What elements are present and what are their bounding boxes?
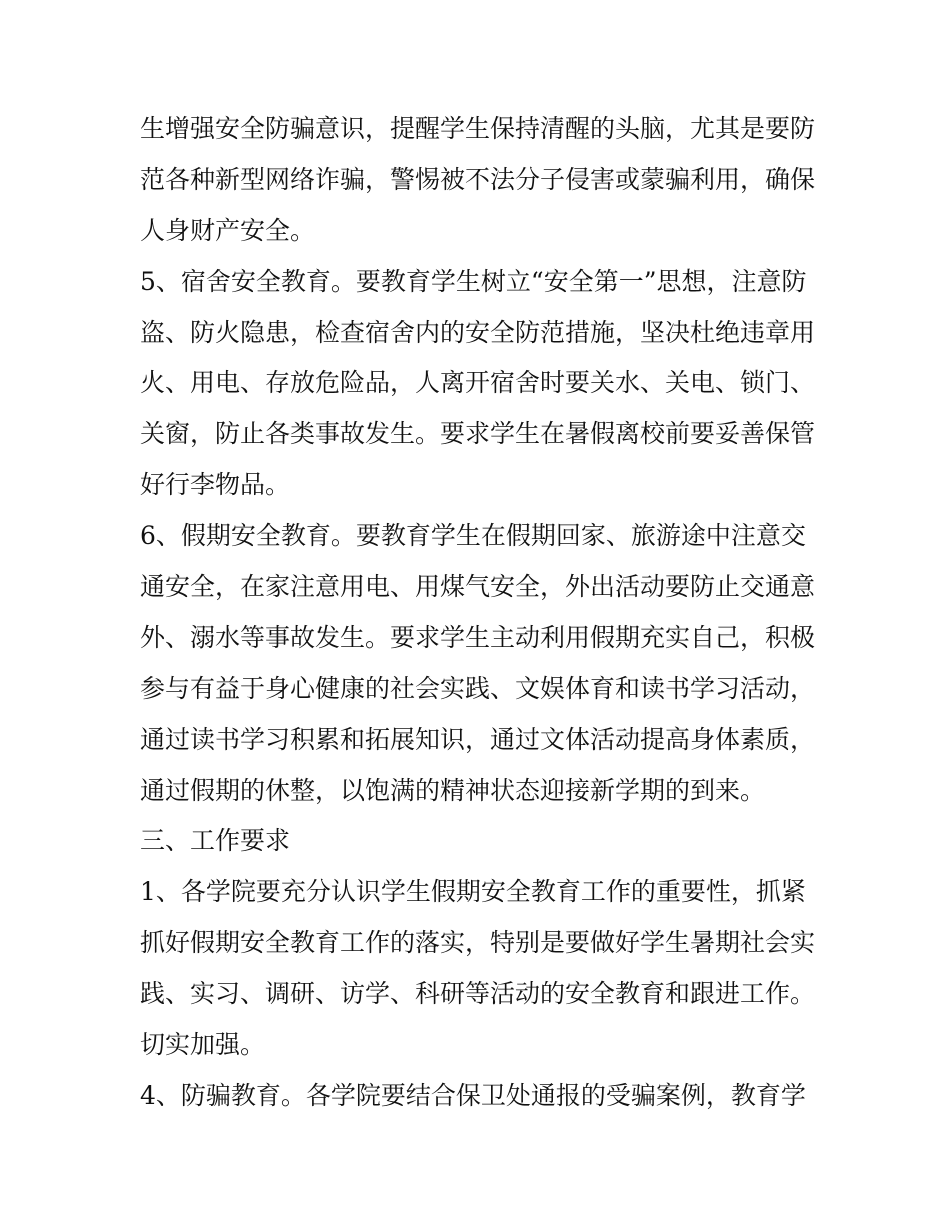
paragraph-line: 盗、防火隐患，检查宿舍内的安全防范措施，坚决杜绝违章用 [140, 317, 816, 347]
document-body [140, 104, 820, 1122]
paragraph-line: 生增强安全防骗意识，提醒学生保持清醒的头脑，尤其是要防 [140, 114, 816, 143]
paragraph-line: 人身财产安全。 [140, 215, 316, 245]
paragraph-line: 范各种新型网络诈骗，警惕被不法分子侵害或蒙骗利用，确保 [140, 164, 816, 194]
paragraph-line: 通过读书学习积累和拓展知识，通过文体活动提高身体素质， [140, 724, 816, 754]
paragraph-line: 好行李物品。 [140, 470, 291, 500]
paragraph-line: 通安全，在家注意用电、用煤气安全，外出活动要防止交通意 [140, 572, 816, 602]
item-1-colleges: 1、各学院要充分认识学生假期安全教育工作的重要性，抓紧 [140, 877, 806, 907]
paragraph-line: 火、用电、存放危险品，人离开宿舍时要关水、关电、锁门、 [140, 368, 816, 398]
section-heading-work-requirements: 三、工作要求 [140, 826, 291, 856]
paragraph-line: 参与有益于身心健康的社会实践、文娱体育和读书学习活动， [140, 673, 816, 703]
item-5-dormitory-safety: 5、宿舍安全教育。要教育学生树立“安全第一”思想，注意防 [140, 266, 807, 296]
paragraph-line: 切实加强。 [140, 1030, 266, 1060]
item-4-anti-fraud: 4、防骗教育。各学院要结合保卫处通报的受骗案例，教育学 [140, 1080, 806, 1110]
paragraph-line: 关窗，防止各类事故发生。要求学生在暑假离校前要妥善保管 [140, 419, 816, 449]
paragraph-line: 抓好假期安全教育工作的落实，特别是要做好学生暑期社会实 [140, 928, 816, 958]
item-6-holiday-safety: 6、假期安全教育。要教育学生在假期回家、旅游途中注意交 [140, 521, 806, 551]
paragraph-line: 践、实习、调研、访学、科研等活动的安全教育和跟进工作。 [140, 979, 816, 1009]
paragraph-line: 外、溺水等事故发生。要求学生主动利用假期充实自己，积极 [140, 622, 816, 652]
paragraph-line: 通过假期的休整，以饱满的精神状态迎接新学期的到来。 [140, 775, 766, 805]
